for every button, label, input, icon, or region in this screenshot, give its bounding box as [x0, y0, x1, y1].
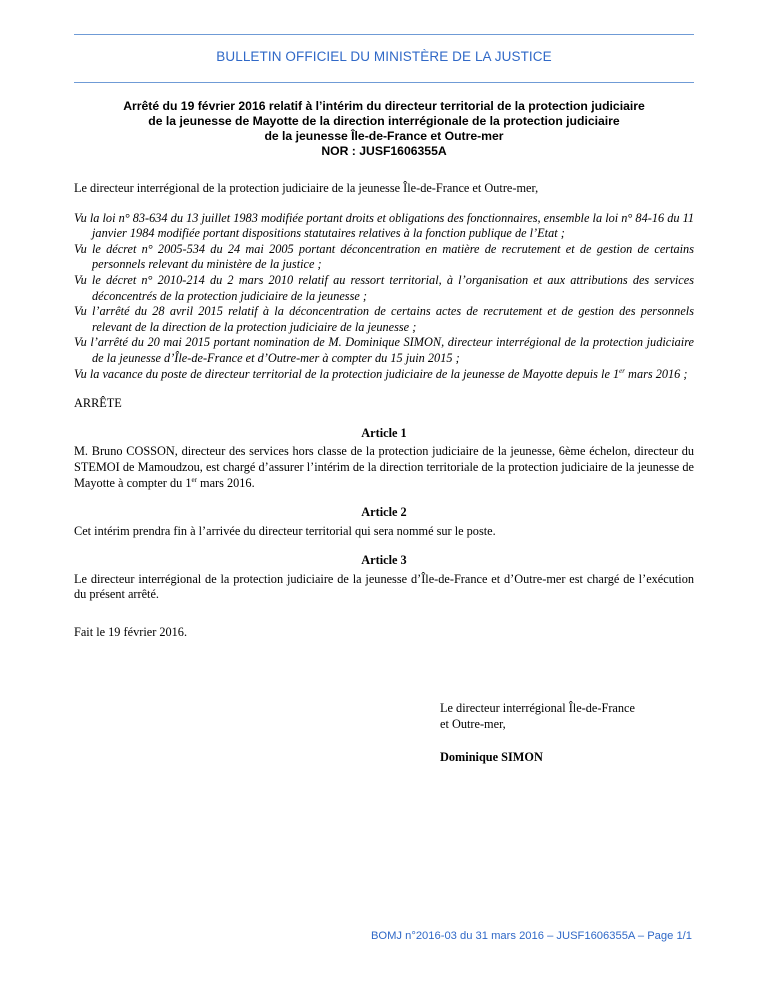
ordinal-superscript: er: [619, 366, 625, 375]
visa-text: Vu la vacance du poste de directeur territorial de la protection judiciaire de la jeunesse de Mayotte depuis le 1: [74, 366, 620, 381]
visa-item: Vu l’arrêté du 28 avril 2015 relatif à la déconcentration de certains actes de recrutement et de gestion des personnels relevant de la direction de la protection judiciaire de la jeunesse ;: [74, 304, 694, 334]
nor-reference: NOR : JUSF1606355A: [321, 144, 447, 158]
title-line: Arrêté du 19 février 2016 relatif à l’intérim du directeur territorial de la protection judiciaire: [123, 99, 645, 113]
header-bottom-rule: [74, 82, 694, 83]
signing-date: Fait le 19 février 2016.: [74, 625, 188, 640]
title-line: de la jeunesse de Mayotte de la direction interrégionale de la protection judiciaire: [148, 114, 620, 128]
article-text: mars 2016.: [196, 475, 255, 490]
document-title: [74, 99, 694, 159]
signature-block: [440, 701, 700, 766]
visa-item: Vu le décret n° 2005-534 du 24 mai 2005 portant déconcentration en matière de recrutement et de gestion de certains personnels relevant du ministère de la justice ;: [74, 241, 694, 272]
article-1-body: [74, 444, 694, 491]
bulletin-header-title: BULLETIN OFFICIEL DU MINISTÈRE DE LA JUSTICE: [216, 49, 552, 64]
article-text: M. Bruno COSSON, directeur des services hors classe de la protection judiciaire de la jeunesse, 6ème échelon, directeur du STEMOI de Mamoudzou, est chargé d’assurer l’intérim de la direction territoriale de la protection judiciaire de la jeunesse de Mayotte à compter du 1: [74, 444, 694, 490]
intro-paragraph: Le directeur interrégional de la protection judiciaire de la jeunesse Île-de-France et Outre-mer,: [74, 181, 539, 195]
visa-item: Vu le décret n° 2010-214 du 2 mars 2010 relatif au ressort territorial, à l’organisation et aux attributions des services déconcentrés de la protection judiciaire de la jeunesse ;: [74, 272, 694, 303]
visa-item: Vu l’arrêté du 20 mai 2015 portant nomination de M. Dominique SIMON, directeur interrégional de la protection judiciaire de la jeunesse d’Île-de-France et d’Outre-mer à compter du 15 juin 2015 ;: [74, 335, 694, 365]
signatory-name: Dominique SIMON: [440, 750, 543, 765]
page-footer: BOMJ n°2016-03 du 31 mars 2016 – JUSF1606355A – Page 1/1: [370, 930, 692, 942]
header-top-rule: [74, 34, 694, 35]
signatory-title: Le directeur interrégional Île-de-France: [440, 701, 635, 715]
ordinal-superscript: er: [191, 475, 197, 484]
visa-item: [74, 367, 694, 383]
article-2-body: Cet intérim prendra fin à l’arrivée du directeur territorial qui sera nommé sur le poste.: [74, 523, 496, 538]
article-2-title: Article 2: [361, 505, 407, 520]
arrete-heading: ARRÊTE: [74, 396, 122, 411]
document-body: [74, 181, 694, 641]
visa-item: Vu la loi n° 83-634 du 13 juillet 1983 modifiée portant droits et obligations des fonctionnaires, ensemble la loi n° 84-16 du 11 janvier 1984 modifiée portant dispositions statutaires relatives à la fonction publique de l’Etat ;: [74, 210, 694, 241]
article-3-title: Article 3: [361, 553, 407, 568]
signatory-title: et Outre-mer,: [440, 716, 506, 731]
article-1-title: Article 1: [361, 425, 407, 440]
visa-text: mars 2016 ;: [624, 366, 688, 381]
title-line: de la jeunesse Île-de-France et Outre-mer: [264, 129, 504, 143]
article-3-body: Le directeur interrégional de la protection judiciaire de la jeunesse d’Île-de-France et d’Outre-mer est chargé de l’exécution du présent arrêté.: [74, 571, 694, 602]
